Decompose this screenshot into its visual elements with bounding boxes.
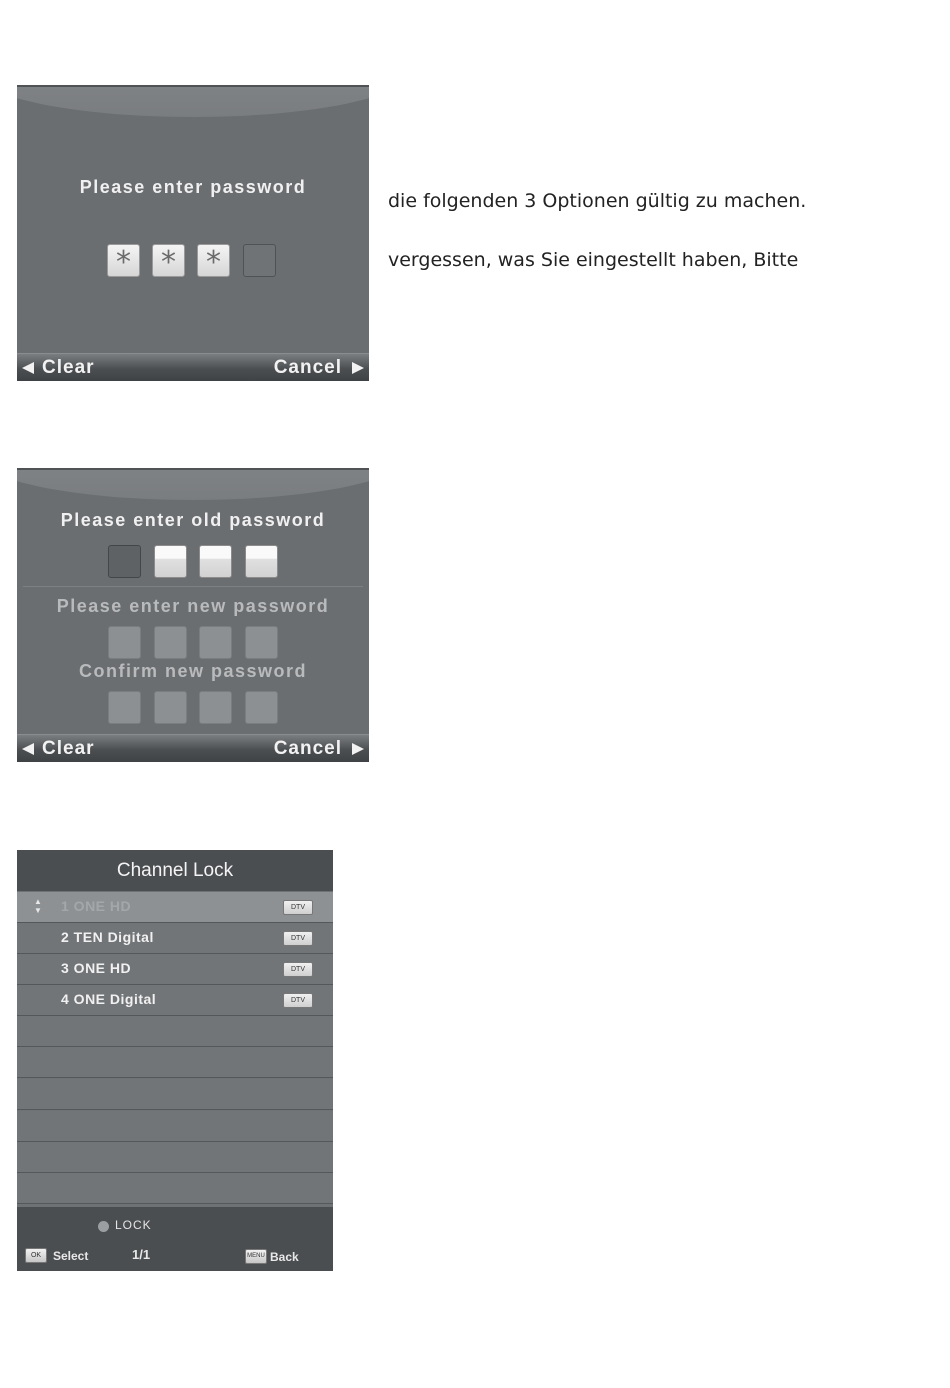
divider [23,586,363,587]
old-password-digit-4[interactable] [245,545,278,578]
body-text-line-1: die folgenden 3 Optionen gültig zu machen. [388,190,807,212]
select-hint: Select [53,1249,89,1263]
dtv-badge: DTV [283,962,313,977]
right-arrow-icon [352,362,364,374]
back-hint: Back [270,1250,299,1264]
empty-row [17,1079,333,1110]
confirm-password-digit-2[interactable] [154,691,187,724]
left-arrow-icon [22,362,34,374]
empty-row [17,1173,333,1204]
cancel-button[interactable]: Cancel [273,357,342,378]
dialog-footer [17,353,369,381]
channel-row[interactable] [17,892,333,923]
channel-name: 1 ONE HD [61,898,132,914]
old-password-prompt: Please enter old password [60,510,326,530]
empty-row [17,1047,333,1078]
password-digit-3[interactable]: * [197,244,230,277]
channel-name: 3 ONE HD [61,960,132,976]
password-digit-1[interactable]: * [107,244,140,277]
lock-color-dot-icon [98,1221,109,1232]
new-password-digit-3[interactable] [199,626,232,659]
empty-row [17,1142,333,1173]
dtv-badge: DTV [283,900,313,915]
dialog-header-arc [17,85,369,117]
page-indicator: 1/1 [132,1247,151,1262]
dtv-badge: DTV [283,993,313,1008]
password-digit-2[interactable]: * [152,244,185,277]
old-password-digit-3[interactable] [199,545,232,578]
channel-row[interactable] [17,985,333,1016]
old-password-digit-2[interactable] [154,545,187,578]
empty-row [17,1111,333,1142]
clear-button[interactable]: Clear [42,738,95,759]
menu-key-icon: MENU [245,1249,267,1264]
empty-row [17,1016,333,1047]
confirm-password-digit-1[interactable] [108,691,141,724]
lock-hint: LOCK [115,1218,152,1232]
body-text-line-2: vergessen, was Sie eingestellt haben, Bitte [388,249,799,271]
cancel-button[interactable]: Cancel [273,738,342,759]
new-password-prompt: Please enter new password [56,596,330,616]
new-password-digit-2[interactable] [154,626,187,659]
channel-lock-title: Channel Lock [17,850,333,891]
old-password-digit-1[interactable] [108,545,141,578]
new-password-digit-4[interactable] [245,626,278,659]
channel-lock-footer [17,1207,333,1271]
ok-key-icon: OK [25,1248,47,1263]
dialog-footer [17,734,369,762]
left-arrow-icon [22,743,34,755]
clear-button[interactable]: Clear [42,357,95,378]
confirm-password-digit-3[interactable] [199,691,232,724]
right-arrow-icon [352,743,364,755]
confirm-password-digit-4[interactable] [245,691,278,724]
up-down-arrow-icon: ▲ ▼ [34,897,42,915]
channel-name: 4 ONE Digital [61,991,157,1007]
channel-name: 2 TEN Digital [61,929,154,945]
password-dialog [17,85,369,381]
channel-lock-menu [17,850,333,1271]
channel-row[interactable] [17,923,333,954]
new-password-digit-1[interactable] [108,626,141,659]
password-prompt: Please enter password [79,177,307,197]
dtv-badge: DTV [283,931,313,946]
dialog-header-arc [17,468,369,500]
password-digit-4[interactable] [243,244,276,277]
confirm-password-prompt: Confirm new password [78,661,308,681]
change-password-dialog [17,468,369,762]
channel-row[interactable] [17,954,333,985]
